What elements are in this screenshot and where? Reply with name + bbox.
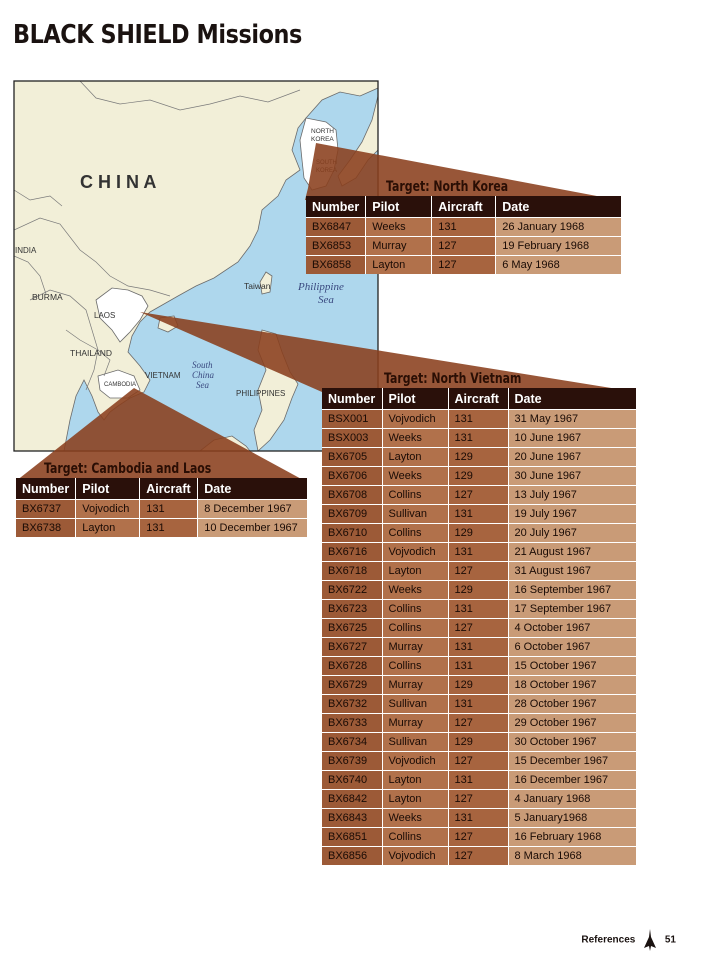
table-body-cambodia-laos — [16, 500, 307, 538]
pilot-cell: Weeks — [382, 429, 448, 448]
table-row — [322, 448, 636, 467]
pilot-cell: Vojvodich — [382, 410, 448, 429]
date-cell: 20 June 1967 — [508, 448, 636, 467]
date-cell: 16 September 1967 — [508, 581, 636, 600]
map-label-south-china-sea-3: Sea — [196, 380, 209, 390]
table-row — [306, 237, 621, 256]
date-cell: 6 May 1968 — [496, 256, 621, 275]
mission-number-cell: BX6728 — [322, 657, 382, 676]
map-label-philippine-sea: Philippine — [298, 281, 344, 293]
mission-number-cell: BSX001 — [322, 410, 382, 429]
map-label-india: INDIA — [15, 246, 37, 255]
date-cell: 17 September 1967 — [508, 600, 636, 619]
table-cambodia-laos-block — [16, 460, 307, 537]
pilot-cell: Murray — [382, 714, 448, 733]
col-header-pilot: Pilot — [76, 478, 140, 500]
pilot-cell: Vojvodich — [382, 847, 448, 866]
table-row — [16, 500, 307, 519]
aircraft-cell: 131 — [448, 771, 508, 790]
pilot-cell: Sullivan — [382, 733, 448, 752]
target-label-north-vietnam: Target: North Vietnam — [384, 371, 522, 387]
col-header-date: Date — [496, 196, 621, 218]
mission-number-cell: BX6718 — [322, 562, 382, 581]
mission-number-cell: BX6705 — [322, 448, 382, 467]
date-cell: 18 October 1967 — [508, 676, 636, 695]
map-label-china: C H I N A — [80, 172, 157, 192]
aircraft-cell: 131 — [448, 657, 508, 676]
col-header-aircraft: Aircraft — [140, 478, 198, 500]
mission-number-cell: BX6738 — [16, 519, 76, 538]
date-cell: 13 July 1967 — [508, 486, 636, 505]
date-cell: 10 December 1967 — [198, 519, 307, 538]
date-cell: 31 May 1967 — [508, 410, 636, 429]
aircraft-cell: 127 — [432, 237, 496, 256]
table-header-row — [306, 196, 621, 218]
pilot-cell: Vojvodich — [76, 500, 140, 519]
aircraft-cell: 131 — [140, 519, 198, 538]
table-row — [322, 505, 636, 524]
date-cell: 20 July 1967 — [508, 524, 636, 543]
pilot-cell: Layton — [382, 562, 448, 581]
aircraft-cell: 127 — [448, 619, 508, 638]
aircraft-cell: 131 — [448, 505, 508, 524]
aircraft-cell: 127 — [448, 790, 508, 809]
pilot-cell: Weeks — [382, 809, 448, 828]
table-row — [322, 524, 636, 543]
mission-number-cell: BX6739 — [322, 752, 382, 771]
page-footer — [581, 929, 676, 951]
date-cell: 10 June 1967 — [508, 429, 636, 448]
map-label-cambodia: CAMBODIA — [104, 382, 137, 388]
table-north-korea — [306, 196, 621, 274]
table-row — [306, 256, 621, 275]
pilot-cell: Sullivan — [382, 505, 448, 524]
mission-number-cell: BX6853 — [306, 237, 366, 256]
table-row — [322, 809, 636, 828]
aircraft-cell: 127 — [448, 752, 508, 771]
pilot-cell: Layton — [382, 771, 448, 790]
footer-section: References — [581, 934, 636, 946]
table-row — [322, 638, 636, 657]
table-row — [322, 771, 636, 790]
map-label-thailand: THAILAND — [70, 348, 113, 358]
map-label-south-china-sea-2: China — [192, 370, 215, 380]
table-row — [322, 828, 636, 847]
map-label-philippines: PHILIPPINES — [236, 389, 286, 398]
aircraft-cell: 129 — [448, 448, 508, 467]
pilot-cell: Layton — [366, 256, 432, 275]
table-cambodia-laos — [16, 478, 307, 537]
date-cell: 5 January1968 — [508, 809, 636, 828]
target-label-north-korea: Target: North Korea — [386, 179, 509, 195]
mission-number-cell: BX6716 — [322, 543, 382, 562]
col-header-number: Number — [322, 388, 382, 410]
mission-number-cell: BX6725 — [322, 619, 382, 638]
target-label-cambodia-laos: Target: Cambodia and Laos — [44, 461, 212, 477]
col-header-pilot: Pilot — [382, 388, 448, 410]
col-header-aircraft: Aircraft — [432, 196, 496, 218]
table-row — [322, 657, 636, 676]
mission-number-cell: BX6740 — [322, 771, 382, 790]
mission-number-cell: BX6709 — [322, 505, 382, 524]
table-row — [322, 676, 636, 695]
mission-number-cell: BX6729 — [322, 676, 382, 695]
pilot-cell: Weeks — [382, 467, 448, 486]
table-row — [322, 752, 636, 771]
table-north-korea-block — [306, 178, 621, 274]
table-row — [322, 714, 636, 733]
table-row — [322, 562, 636, 581]
col-header-aircraft: Aircraft — [448, 388, 508, 410]
table-row — [322, 486, 636, 505]
pilot-cell: Collins — [382, 486, 448, 505]
table-row — [322, 410, 636, 429]
mission-number-cell: BX6727 — [322, 638, 382, 657]
date-cell: 30 October 1967 — [508, 733, 636, 752]
table-row — [306, 218, 621, 237]
mission-number-cell: BX6733 — [322, 714, 382, 733]
aircraft-silhouette-icon — [644, 929, 656, 951]
mission-number-cell: BX6706 — [322, 467, 382, 486]
pilot-cell: Collins — [382, 828, 448, 847]
aircraft-cell: 127 — [448, 714, 508, 733]
aircraft-cell: 131 — [140, 500, 198, 519]
aircraft-cell: 127 — [448, 486, 508, 505]
aircraft-cell: 129 — [448, 733, 508, 752]
aircraft-cell: 131 — [448, 809, 508, 828]
date-cell: 15 December 1967 — [508, 752, 636, 771]
table-row — [322, 600, 636, 619]
aircraft-cell: 131 — [448, 695, 508, 714]
map-label-north-korea-2: KOREA — [311, 136, 334, 143]
col-header-number: Number — [16, 478, 76, 500]
aircraft-cell: 131 — [448, 429, 508, 448]
table-header-row — [16, 478, 307, 500]
date-cell: 8 March 1968 — [508, 847, 636, 866]
mission-number-cell: BX6732 — [322, 695, 382, 714]
aircraft-cell: 127 — [448, 828, 508, 847]
mission-number-cell: BX6847 — [306, 218, 366, 237]
page-title: BLACK SHIELD Missions — [13, 20, 302, 50]
mission-number-cell: BX6737 — [16, 500, 76, 519]
col-header-date: Date — [508, 388, 636, 410]
pilot-cell: Murray — [382, 676, 448, 695]
table-row — [322, 619, 636, 638]
map-label-burma: BURMA — [32, 292, 63, 302]
table-north-vietnam-block — [322, 370, 636, 865]
col-header-number: Number — [306, 196, 366, 218]
date-cell: 29 October 1967 — [508, 714, 636, 733]
mission-number-cell: BX6858 — [306, 256, 366, 275]
table-row — [322, 467, 636, 486]
pilot-cell: Layton — [382, 790, 448, 809]
pilot-cell: Sullivan — [382, 695, 448, 714]
date-cell: 28 October 1967 — [508, 695, 636, 714]
aircraft-cell: 131 — [432, 218, 496, 237]
date-cell: 8 December 1967 — [198, 500, 307, 519]
pilot-cell: Vojvodich — [382, 543, 448, 562]
date-cell: 16 February 1968 — [508, 828, 636, 847]
page-number: 51 — [664, 934, 676, 946]
pilot-cell: Weeks — [382, 581, 448, 600]
mission-number-cell: BX6842 — [322, 790, 382, 809]
aircraft-cell: 129 — [448, 676, 508, 695]
mission-number-cell: BX6734 — [322, 733, 382, 752]
table-body-north-vietnam — [322, 410, 636, 866]
aircraft-cell: 129 — [448, 524, 508, 543]
pilot-cell: Murray — [382, 638, 448, 657]
map-label-laos: LAOS — [94, 311, 116, 320]
date-cell: 30 June 1967 — [508, 467, 636, 486]
aircraft-cell: 131 — [448, 600, 508, 619]
aircraft-cell: 129 — [448, 467, 508, 486]
mission-number-cell: BX6710 — [322, 524, 382, 543]
mission-number-cell: BX6856 — [322, 847, 382, 866]
pilot-cell: Layton — [76, 519, 140, 538]
col-header-pilot: Pilot — [366, 196, 432, 218]
aircraft-cell: 127 — [432, 256, 496, 275]
date-cell: 19 February 1968 — [496, 237, 621, 256]
date-cell: 4 October 1967 — [508, 619, 636, 638]
mission-number-cell: BX6708 — [322, 486, 382, 505]
mission-number-cell: BSX003 — [322, 429, 382, 448]
pilot-cell: Murray — [366, 237, 432, 256]
map-label-south-china-sea: South — [192, 360, 213, 370]
aircraft-cell: 129 — [448, 581, 508, 600]
table-row — [16, 519, 307, 538]
table-row — [322, 543, 636, 562]
map-label-vietnam: VIETNAM — [145, 371, 181, 380]
date-cell: 15 October 1967 — [508, 657, 636, 676]
table-north-vietnam — [322, 388, 636, 865]
aircraft-cell: 127 — [448, 562, 508, 581]
table-header-row — [322, 388, 636, 410]
mission-number-cell: BX6722 — [322, 581, 382, 600]
table-row — [322, 429, 636, 448]
table-row — [322, 695, 636, 714]
date-cell: 6 October 1967 — [508, 638, 636, 657]
pilot-cell: Collins — [382, 619, 448, 638]
date-cell: 31 August 1967 — [508, 562, 636, 581]
table-row — [322, 790, 636, 809]
aircraft-cell: 127 — [448, 847, 508, 866]
pilot-cell: Layton — [382, 448, 448, 467]
date-cell: 21 August 1967 — [508, 543, 636, 562]
date-cell: 4 January 1968 — [508, 790, 636, 809]
mission-number-cell: BX6843 — [322, 809, 382, 828]
pilot-cell: Collins — [382, 657, 448, 676]
aircraft-cell: 131 — [448, 638, 508, 657]
aircraft-cell: 131 — [448, 410, 508, 429]
map-label-taiwan: Taiwan — [244, 281, 271, 291]
aircraft-cell: 131 — [448, 543, 508, 562]
map-label-north-korea: NORTH — [311, 128, 334, 135]
date-cell: 26 January 1968 — [496, 218, 621, 237]
table-row — [322, 581, 636, 600]
table-row — [322, 847, 636, 866]
date-cell: 16 December 1967 — [508, 771, 636, 790]
date-cell: 19 July 1967 — [508, 505, 636, 524]
pilot-cell: Weeks — [366, 218, 432, 237]
mission-number-cell: BX6851 — [322, 828, 382, 847]
table-body-north-korea — [306, 218, 621, 275]
pilot-cell: Collins — [382, 524, 448, 543]
pilot-cell: Vojvodich — [382, 752, 448, 771]
mission-number-cell: BX6723 — [322, 600, 382, 619]
table-row — [322, 733, 636, 752]
map-label-philippine-sea-2: Sea — [318, 294, 334, 306]
col-header-date: Date — [198, 478, 307, 500]
pilot-cell: Collins — [382, 600, 448, 619]
